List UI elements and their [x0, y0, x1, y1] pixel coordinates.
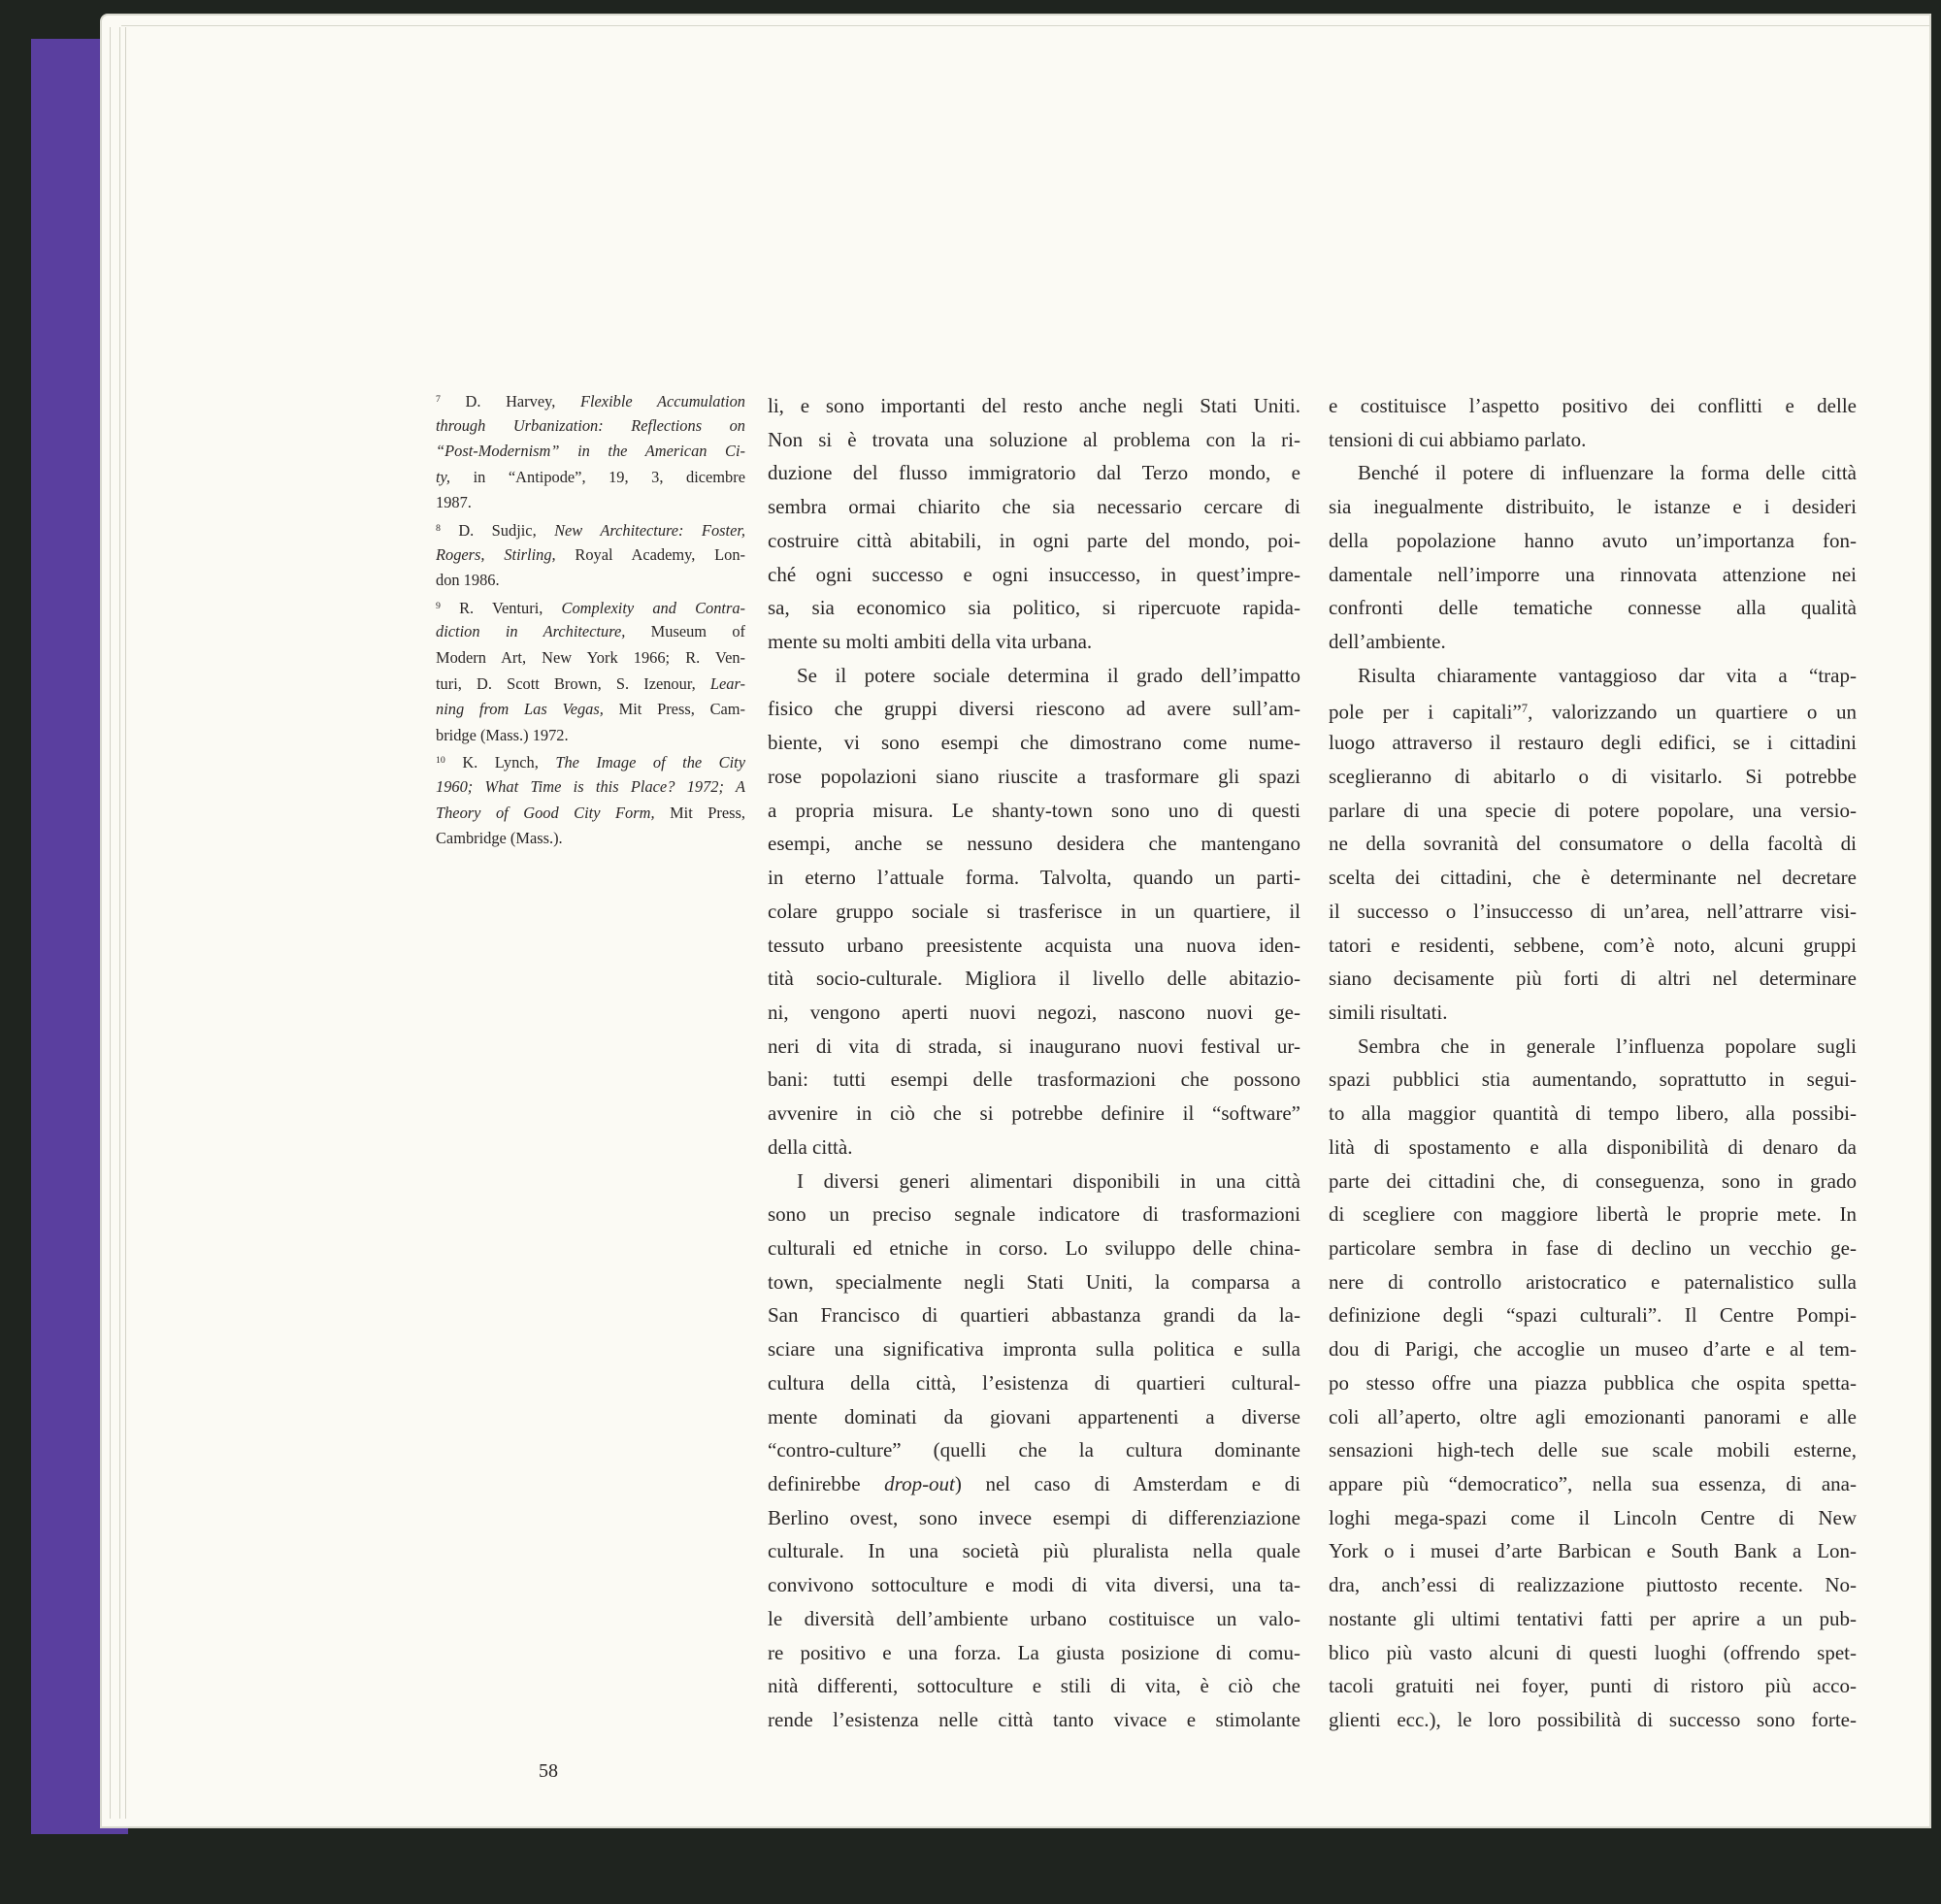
text-line — [1329, 423, 1857, 457]
text-run: li, e sono importanti del resto anche negli Stati Uniti. — [768, 394, 1300, 417]
text-line — [1329, 558, 1857, 592]
italic-text: Flexible Accumulation — [579, 391, 745, 410]
text-line — [1329, 1602, 1857, 1636]
text-run: Mit Press, Cam- — [603, 700, 745, 719]
text-line — [1329, 929, 1857, 963]
text-line — [768, 625, 1300, 659]
text-run: le diversità dell’ambiente urbano costituisce un valo- — [768, 1606, 1300, 1630]
footnote-marker: 9 — [436, 600, 441, 611]
text-line — [768, 389, 1300, 423]
text-line — [1329, 625, 1857, 659]
text-run: neri di vita di strada, si inaugurano nuovi festival ur- — [768, 1034, 1300, 1058]
text-line — [768, 1534, 1300, 1568]
text-run: biente, vi sono esempi che dimostrano come nume- — [768, 731, 1300, 755]
text-line — [1329, 726, 1857, 760]
text-run: luogo attraverso il restauro degli edifici, se i cittadini — [1329, 731, 1857, 755]
text-line — [768, 895, 1300, 929]
text-run: dra, anch’essi di realizzazione piuttosto recente. No- — [1329, 1573, 1857, 1597]
text-line — [768, 659, 1300, 693]
italic-text: drop-out — [884, 1472, 955, 1495]
text-run: sceglieranno di abitarlo o di visitarlo. Si potrebbe — [1329, 764, 1857, 788]
text-run: dou di Parigi, che accoglie un museo d’arte e al tem- — [1329, 1337, 1857, 1362]
text-run: R. Venturi, — [440, 598, 562, 617]
text-run: Non si è trovata una soluzione al problema con la ri- — [768, 427, 1300, 451]
text-run: York o i musei d’arte Barbican e South Bank a Lon- — [1329, 1539, 1857, 1563]
footnote-line — [436, 490, 745, 516]
text-run: tatori e residenti, sebbene, com’è noto, alcuni gruppi — [1329, 933, 1857, 957]
text-line — [1329, 996, 1857, 1030]
text-run: tessuto urbano preesistente acquista una nuova iden- — [768, 933, 1300, 957]
text-run: della popolazione hanno avuto un’importanza fon- — [1329, 528, 1857, 552]
footnote-line — [436, 672, 745, 698]
text-run: ni, vengono aperti nuovi negozi, nascono nuovi ge- — [768, 1000, 1300, 1024]
text-line — [768, 1063, 1300, 1097]
text-run: colare gruppo sociale si trasferisce in un quartiere, il — [768, 899, 1300, 923]
footnote-line — [436, 568, 745, 594]
text-run: D. Harvey, — [440, 391, 580, 410]
text-line — [768, 1165, 1300, 1198]
text-run: esempi, anche se nessuno desidera che mantengano — [768, 832, 1300, 856]
text-column-middle — [768, 389, 1300, 1737]
footnote-line — [436, 645, 745, 672]
text-run: re positivo e una forza. La giusta posizione di comu- — [768, 1640, 1300, 1664]
text-run: definizione degli “spazi culturali”. Il Centre Pompi- — [1329, 1303, 1857, 1328]
text-run: I diversi generi alimentari disponibili in una città — [797, 1168, 1300, 1193]
text-line — [1329, 1433, 1857, 1467]
italic-text: diction in Architecture, — [436, 622, 626, 641]
text-line — [1329, 591, 1857, 625]
text-run: spazi pubblici stia aumentando, soprattutto in segui- — [1329, 1067, 1857, 1092]
footnote-line — [436, 413, 745, 440]
text-line — [1329, 1231, 1857, 1265]
page-stack-edge — [110, 27, 111, 1819]
text-run: in eterno l’attuale forma. Talvolta, quando un parti- — [768, 866, 1300, 890]
text-line — [768, 692, 1300, 726]
text-run: culturale. In una società più pluralista nella quale — [768, 1539, 1300, 1563]
text-line — [1329, 1332, 1857, 1366]
page-stack-edge — [119, 27, 120, 1819]
footnote-line — [436, 826, 745, 852]
text-run: sciare una significativa impronta sulla politica e sulla — [768, 1337, 1300, 1362]
text-run: lità di spostamento e alla disponibilità di denaro da — [1329, 1134, 1857, 1159]
text-line — [1329, 389, 1857, 423]
text-line — [1329, 524, 1857, 558]
italic-text: “Post-Modernism” in the American Ci- — [436, 442, 745, 461]
text-run: simili risultati. — [1329, 1000, 1448, 1024]
italic-text: through Urbanization: Reflections on — [436, 415, 745, 435]
text-run: to alla maggior quantità di tempo libero, alla possibi- — [1329, 1101, 1857, 1126]
text-line — [768, 996, 1300, 1030]
text-line — [768, 1433, 1300, 1467]
text-run: bani: tutti esempi delle trasformazioni che possono — [768, 1067, 1300, 1092]
text-run: dell’ambiente. — [1329, 630, 1446, 654]
text-line — [768, 423, 1300, 457]
text-line — [768, 1298, 1300, 1332]
text-run: damentale nell’imporre una rinnovata attenzione nei — [1329, 562, 1857, 586]
text-run: sembra ormai chiarito che sia necessario cercare di — [768, 495, 1300, 519]
text-line — [768, 1602, 1300, 1636]
text-run: Museum of — [625, 622, 745, 641]
footnote-line — [436, 748, 745, 774]
text-line — [1329, 490, 1857, 524]
text-line — [1329, 1097, 1857, 1131]
text-run: parte dei cittadini che, di conseguenza, sono in grado — [1329, 1168, 1857, 1193]
italic-text: Lear- — [709, 673, 745, 693]
text-run: sia inegualmente distribuito, le istanze e i desideri — [1329, 495, 1857, 519]
text-run: Royal Academy, Lon- — [555, 544, 745, 564]
text-run: ne della sovranità del consumatore o della facoltà di — [1329, 832, 1857, 856]
footnotes — [436, 387, 745, 852]
footnote-line — [436, 697, 745, 723]
footnote-line — [436, 774, 745, 801]
text-line — [1329, 692, 1857, 726]
footnote-line — [436, 801, 745, 827]
text-run: scelta dei cittadini, che è determinante nel decretare — [1329, 866, 1857, 890]
text-line — [768, 1131, 1300, 1165]
text-line — [768, 827, 1300, 861]
text-run: in “Antipode”, 19, 3, dicembre — [450, 467, 745, 486]
text-line — [1329, 1030, 1857, 1064]
text-run: e costituisce l’aspetto positivo dei conflitti e delle — [1329, 394, 1857, 417]
text-run: tacoli gratuiti nei foyer, punti di ristoro più acco- — [1329, 1674, 1857, 1698]
footnote-line — [436, 387, 745, 413]
text-run: definirebbe — [768, 1472, 885, 1495]
text-run: Risulta chiaramente vantaggioso dar vita a “trap- — [1358, 663, 1857, 687]
page-number: 58 — [539, 1760, 558, 1782]
text-line — [1329, 1636, 1857, 1670]
text-line — [1329, 1298, 1857, 1332]
text-run: fisico che gruppi diversi riescono ad avere sull’am- — [768, 697, 1300, 721]
text-column-right — [1329, 389, 1857, 1737]
text-line — [768, 1030, 1300, 1064]
text-line — [1329, 1534, 1857, 1568]
text-line — [1329, 456, 1857, 490]
text-run: coli all’aperto, oltre agli emozionanti panorami e alle — [1329, 1404, 1857, 1428]
text-line — [768, 1332, 1300, 1366]
text-run: Mit Press, — [654, 803, 745, 822]
text-run: parlare di una specie di potere popolare, una versio- — [1329, 798, 1857, 822]
text-run: bridge (Mass.) 1972. — [436, 725, 569, 744]
text-line — [1329, 895, 1857, 929]
text-run: 1987. — [436, 493, 472, 512]
text-line — [1329, 659, 1857, 693]
text-run: culturali ed etniche in corso. Lo sviluppo delle china- — [768, 1235, 1300, 1260]
text-line — [768, 1198, 1300, 1231]
text-line — [768, 1669, 1300, 1703]
text-run: duzione del flusso immigratorio dal Terzo mondo, e — [768, 461, 1300, 485]
footnote-line — [436, 542, 745, 569]
text-run: costruire città abitabili, in ogni parte del mondo, poi- — [768, 528, 1300, 552]
text-line — [1329, 1063, 1857, 1097]
italic-text: ning from Las Vegas, — [436, 700, 604, 719]
footnote-line — [436, 516, 745, 542]
text-run: loghi mega-spazi come il Lincoln Centre di New — [1329, 1505, 1857, 1529]
text-line — [768, 726, 1300, 760]
text-line — [1329, 861, 1857, 895]
text-run: tensioni di cui abbiamo parlato. — [1329, 427, 1587, 451]
text-run: glienti ecc.), le loro possibilità di successo sono forte- — [1329, 1708, 1857, 1732]
text-run: sono un preciso segnale indicatore di trasformazioni — [768, 1202, 1300, 1227]
text-line — [1329, 1501, 1857, 1535]
text-run: rende l’esistenza nelle città tanto vivace e stimolante — [768, 1708, 1300, 1732]
footnote-marker: 10 — [436, 755, 445, 767]
text-run: ché ogni successo e ogni insuccesso, in quest’impre- — [768, 562, 1300, 586]
footnote-marker: 7 — [1521, 702, 1529, 716]
footnote-line — [436, 439, 745, 465]
text-run: della città. — [768, 1134, 853, 1159]
text-line — [1329, 760, 1857, 794]
text-run: nostante gli ultimi tentativi fatti per aprire a un pub- — [1329, 1606, 1857, 1630]
text-line — [1329, 1400, 1857, 1434]
text-line — [1329, 1265, 1857, 1299]
italic-text: The Image of the City — [555, 753, 745, 772]
footnote-marker: 7 — [436, 394, 441, 405]
text-line — [768, 591, 1300, 625]
text-run: town, specialmente negli Stati Uniti, la comparsa a — [768, 1269, 1300, 1294]
text-run: convivono sottoculture e modi di vita diversi, una ta- — [768, 1573, 1300, 1597]
text-line — [768, 794, 1300, 828]
text-run: K. Lynch, — [444, 753, 556, 772]
text-run: rose popolazioni siano riuscite a trasformare gli spazi — [768, 764, 1300, 788]
text-run: tità socio-culturale. Migliora il livello delle abitazio- — [768, 967, 1300, 991]
text-line — [768, 1568, 1300, 1602]
text-line — [1329, 1703, 1857, 1737]
text-run: siano decisamente più forti di altri nel determinare — [1329, 967, 1857, 991]
text-run: il successo o l’insuccesso di un’area, nell’attrarre visi- — [1329, 899, 1857, 923]
text-line — [768, 558, 1300, 592]
text-line — [768, 1400, 1300, 1434]
text-run: mente dominati da giovani appartenenti a diverse — [768, 1404, 1300, 1428]
text-run: Sembra che in generale l’influenza popolare sugli — [1358, 1034, 1857, 1058]
text-line — [768, 524, 1300, 558]
text-line — [768, 1097, 1300, 1131]
text-run: particolare sembra in fase di declino un vecchio ge- — [1329, 1235, 1857, 1260]
text-line — [768, 1703, 1300, 1737]
text-run: di scegliere con maggiore libertà le proprie mete. In — [1329, 1202, 1857, 1227]
text-run: nità differenti, sottoculture e stili di vita, è ciò che — [768, 1674, 1300, 1698]
text-run: a propria misura. Le shanty-town sono uno di questi — [768, 798, 1300, 822]
footnote-line — [436, 723, 745, 749]
text-line — [768, 929, 1300, 963]
text-line — [1329, 1669, 1857, 1703]
italic-text: 1960; What Time is this Place? 1972; A — [436, 776, 745, 796]
text-line — [768, 1636, 1300, 1670]
footnote-line — [436, 594, 745, 620]
text-run: confronti delle tematiche connesse alla qualità — [1329, 596, 1857, 620]
italic-text: ty, — [436, 467, 451, 486]
text-line — [1329, 1198, 1857, 1231]
text-run: Se il potere sociale determina il grado dell’impatto — [797, 663, 1300, 687]
italic-text: Theory of Good City Form, — [436, 803, 655, 822]
text-run: blico più vasto alcuni di questi luoghi (offrendo spet- — [1329, 1640, 1857, 1664]
text-run: sa, sia economico sia politico, si ripercuote rapida- — [768, 596, 1300, 620]
text-line — [768, 456, 1300, 490]
text-run: don 1986. — [436, 571, 500, 590]
text-line — [1329, 1366, 1857, 1400]
italic-text: Complexity and Contra- — [561, 598, 745, 617]
text-line — [1329, 827, 1857, 861]
text-line — [768, 1467, 1300, 1501]
page-top-edge — [121, 25, 1929, 26]
text-run: avvenire in ciò che si potrebbe definire il “software” — [768, 1101, 1300, 1126]
italic-text: Rogers, Stirling, — [436, 544, 556, 564]
text-line — [1329, 794, 1857, 828]
text-run: po stesso offre una piazza pubblica che ospita spetta- — [1329, 1370, 1857, 1395]
text-run: cultura della città, l’esistenza di quartieri cultural- — [768, 1370, 1300, 1395]
text-run: sensazioni high-tech delle sue scale mobili esterne, — [1329, 1438, 1857, 1462]
text-run: San Francisco di quartieri abbastanza grandi da la- — [768, 1303, 1300, 1328]
text-line — [1329, 1165, 1857, 1198]
text-line — [768, 1366, 1300, 1400]
footnote-line — [436, 465, 745, 491]
text-line — [1329, 1568, 1857, 1602]
text-run: Berlino ovest, sono invece esempi di differenziazione — [768, 1505, 1300, 1529]
text-run: , valorizzando un quartiere o un — [1528, 700, 1857, 724]
text-line — [768, 861, 1300, 895]
text-line — [768, 760, 1300, 794]
text-run: ) nel caso di Amsterdam e di — [954, 1472, 1300, 1495]
text-run: turi, D. Scott Brown, S. Izenour, — [436, 673, 710, 693]
text-line — [768, 1501, 1300, 1535]
text-run: mente su molti ambiti della vita urbana. — [768, 630, 1093, 654]
text-run: Benché il potere di influenzare la forma delle città — [1358, 461, 1857, 485]
text-line — [1329, 1131, 1857, 1165]
text-run: Cambridge (Mass.). — [436, 829, 563, 848]
text-line — [768, 962, 1300, 996]
text-line — [1329, 1467, 1857, 1501]
text-line — [1329, 962, 1857, 996]
text-line — [768, 490, 1300, 524]
text-run: Modern Art, New York 1966; R. Ven- — [436, 647, 745, 667]
footnote-line — [436, 619, 745, 645]
footnote-marker: 8 — [436, 522, 441, 534]
text-run: nere di controllo aristocratico e paternalistico sulla — [1329, 1269, 1857, 1294]
text-run: pole per i capitali” — [1329, 700, 1522, 724]
page-stack-edge — [125, 27, 126, 1819]
text-run: “contro-culture” (quelli che la cultura dominante — [768, 1438, 1300, 1462]
italic-text: New Architecture: Foster, — [554, 520, 745, 540]
text-run: appare più “democratico”, nella sua essenza, di ana- — [1329, 1472, 1857, 1495]
text-line — [768, 1265, 1300, 1299]
text-run: D. Sudjic, — [440, 520, 555, 540]
text-line — [768, 1231, 1300, 1265]
